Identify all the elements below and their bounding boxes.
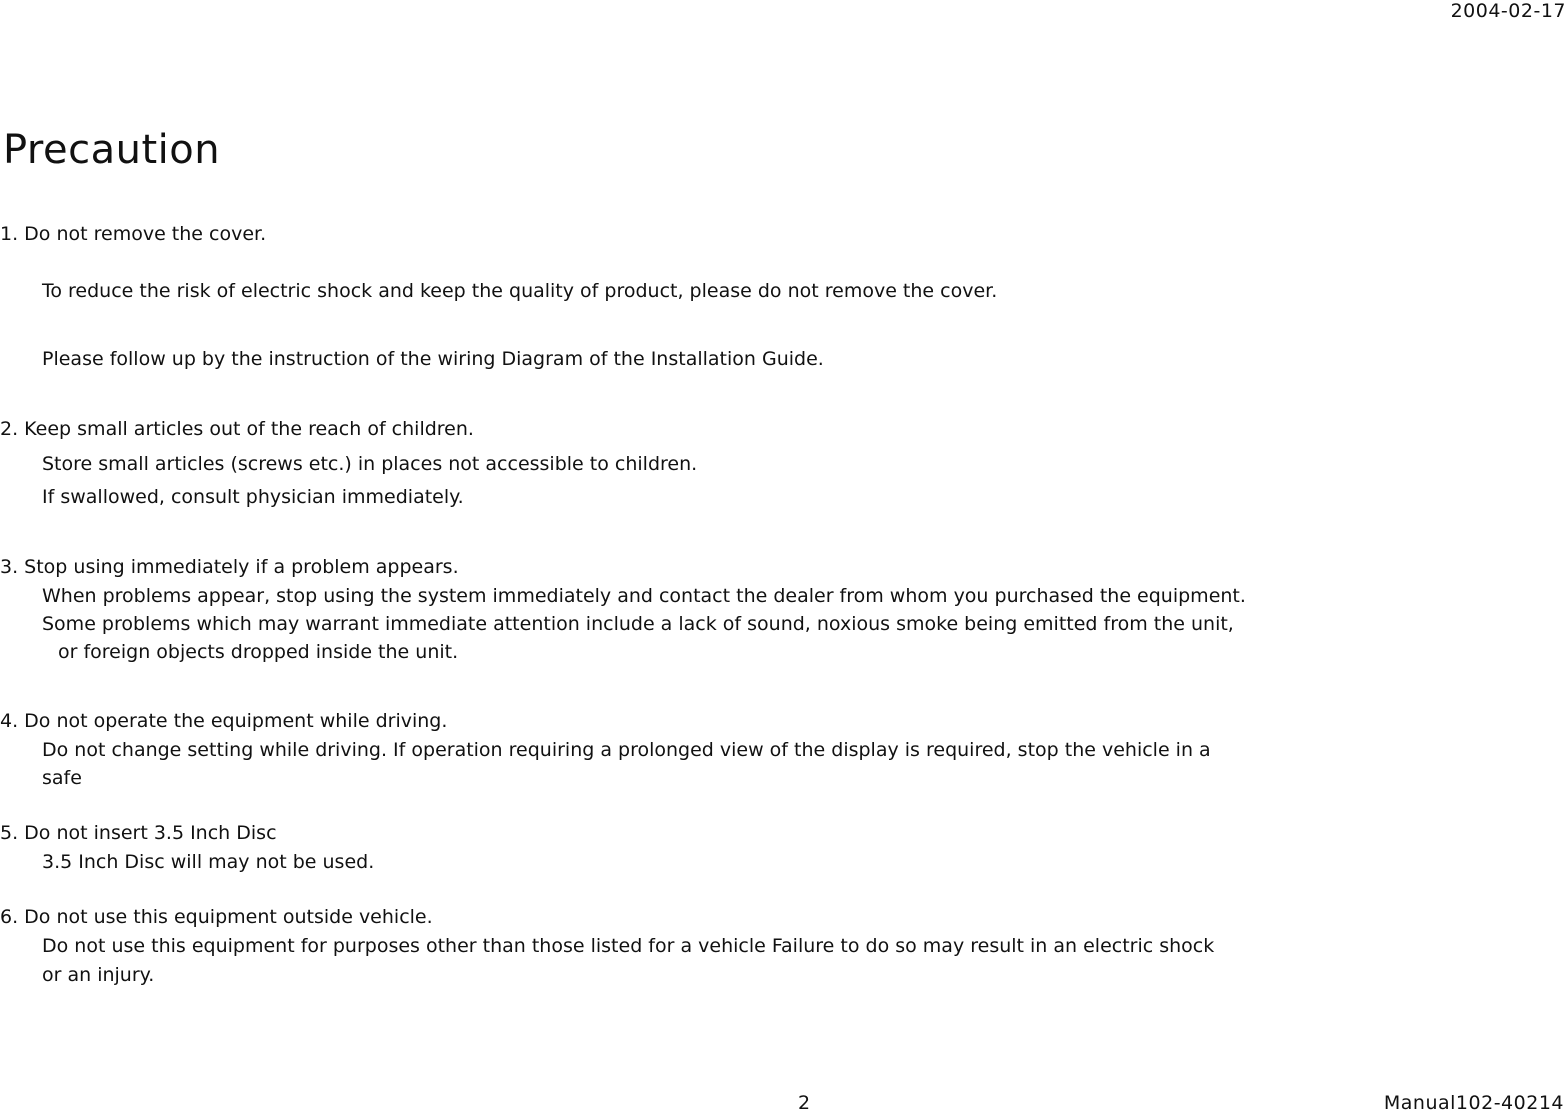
section-5-line-1: 3.5 Inch Disc will may not be used. [42,851,375,873]
section-4-line-1: Do not change setting while driving. If operation requiring a prolonged view of the display is required, stop the vehicle in a [42,739,1211,761]
section-3-line-2: Some problems which may warrant immediate attention include a lack of sound, noxious smoke being emitted from the unit, [42,613,1234,635]
section-2-line-2: If swallowed, consult physician immediately. [42,486,464,508]
section-3-line-1: When problems appear, stop using the system immediately and contact the dealer from whom you purchased the equipment. [42,585,1246,607]
section-heading-2: 2. Keep small articles out of the reach of children. [0,418,474,440]
section-1-line-2: Please follow up by the instruction of the wiring Diagram of the Installation Guide. [42,348,824,370]
page-title: Precaution [3,127,221,173]
document-date: 2004-02-17 [1450,0,1566,22]
section-1-line-1: To reduce the risk of electric shock and keep the quality of product, please do not remove the cover. [42,280,998,302]
section-6-line-1: Do not use this equipment for purposes other than those listed for a vehicle Failure to do so may result in an electric shock [42,935,1215,957]
section-2-line-1: Store small articles (screws etc.) in places not accessible to children. [42,453,698,475]
section-heading-4: 4. Do not operate the equipment while driving. [0,710,448,732]
section-6-line-2: or an injury. [42,964,155,986]
section-4-line-2: safe [42,767,82,789]
manual-id: Manual102-40214 [1383,1092,1564,1114]
page-number: 2 [798,1092,811,1114]
section-heading-1: 1. Do not remove the cover. [0,223,267,245]
section-heading-5: 5. Do not insert 3.5 Inch Disc [0,822,277,844]
section-heading-3: 3. Stop using immediately if a problem appears. [0,556,459,578]
section-heading-6: 6. Do not use this equipment outside vehicle. [0,906,433,928]
section-3-line-3: or foreign objects dropped inside the unit. [58,641,459,663]
